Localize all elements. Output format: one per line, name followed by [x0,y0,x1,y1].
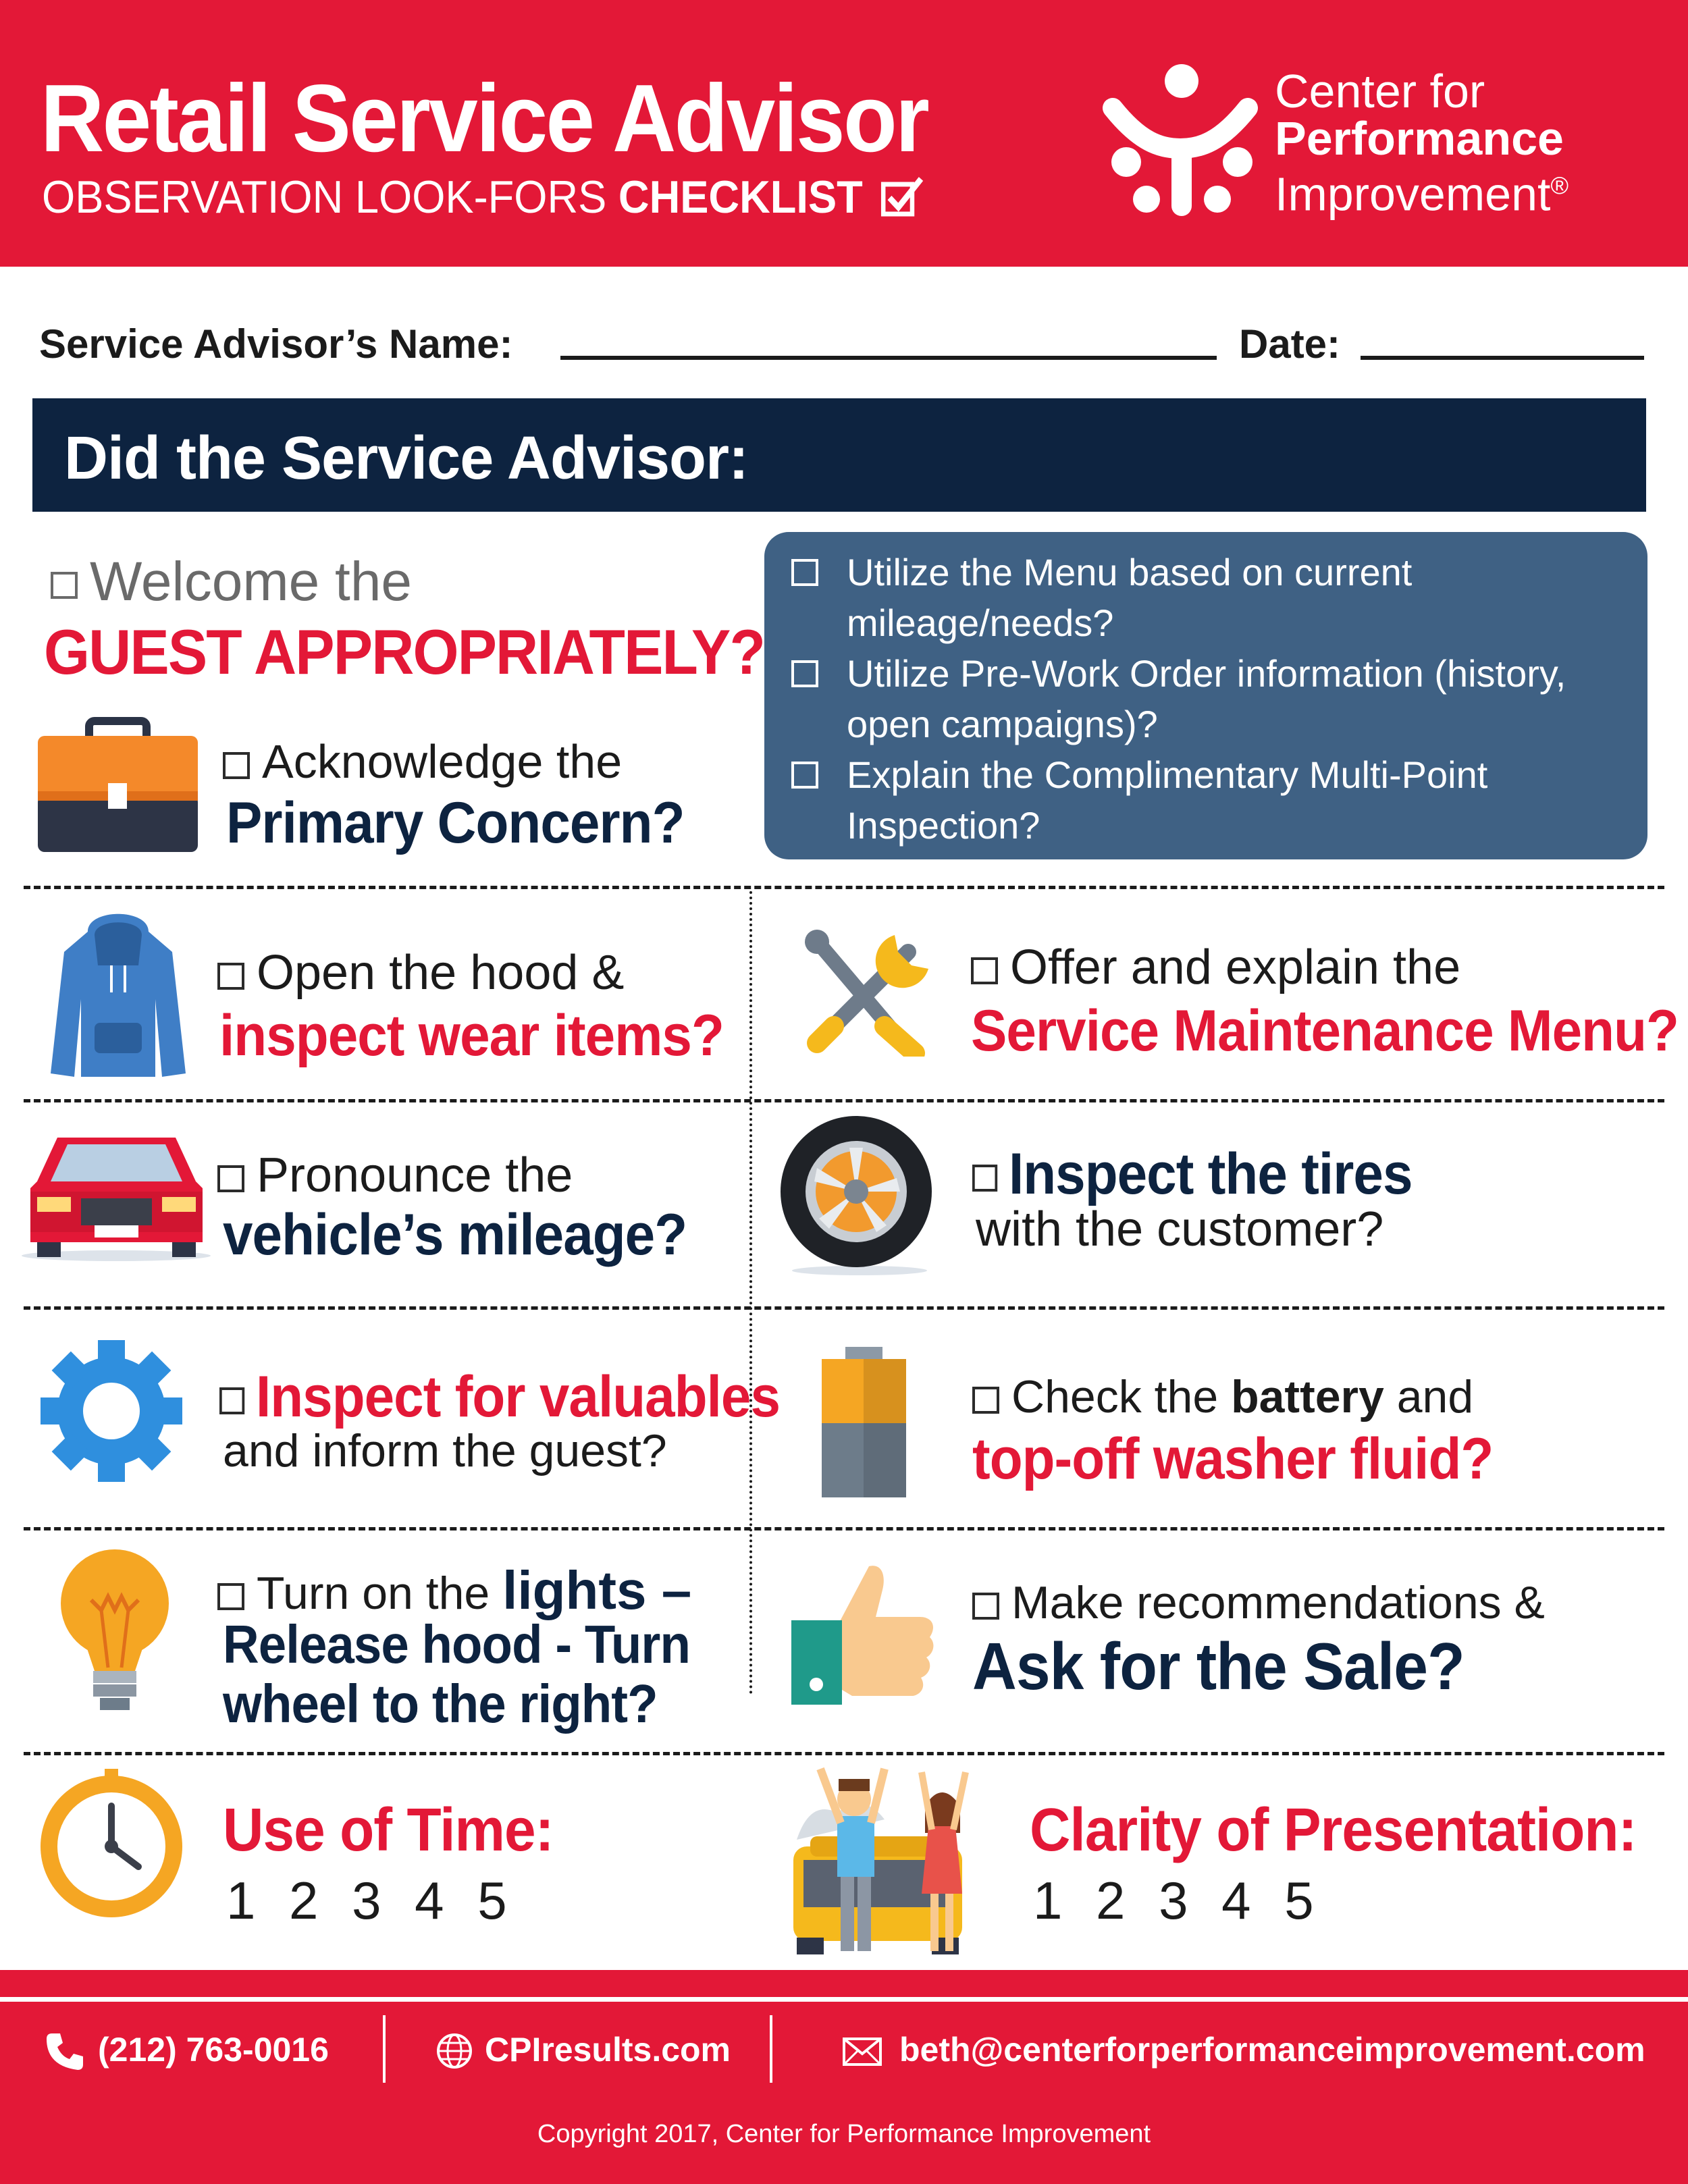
phone-icon [44,2031,86,2073]
sale-line2: Ask for the Sale? [972,1629,1465,1703]
battery-line1c: and [1383,1371,1474,1422]
thumbs-up-icon [791,1560,937,1708]
battery-line1a: Check the [1011,1371,1232,1422]
battery-icon [818,1347,913,1499]
hoodie-icon [47,905,189,1080]
footer [0,2002,1688,2184]
phone-link[interactable]: (212) 763-0016 [98,2031,329,2069]
tires-line1: Inspect the tires [1008,1142,1413,1206]
name-field[interactable] [560,356,1217,360]
clarity-rating-scale[interactable]: 1 2 3 4 5 [1033,1871,1323,1930]
hood-item [217,945,624,1001]
divider [24,886,1664,889]
lights-item [217,1560,691,1622]
valuables-item [219,1364,780,1431]
page-subtitle [42,171,925,223]
menu-item [971,940,1460,995]
blue-box-item-prework [791,648,1629,749]
valuables-line1: Inspect for valuables [255,1364,781,1429]
registered-mark: ® [1550,171,1569,199]
mileage-checkbox[interactable] [217,1165,244,1192]
blue-box-checkbox[interactable] [791,660,818,687]
acknowledge-line2: Primary Concern? [226,791,685,855]
blue-box-text: Utilize Pre-Work Order information (history, open campaigns)? [847,652,1566,745]
menu-checklist-box [764,532,1647,859]
lightbulb-icon [54,1546,176,1715]
tires-checkbox[interactable] [972,1165,997,1192]
briefcase-icon [35,716,201,854]
valuables-checkbox[interactable] [219,1387,244,1414]
menu-checkbox[interactable] [971,957,998,984]
logo-icon [1099,61,1261,216]
welcome-line1: Welcome the [90,551,413,612]
valuables-line2: and inform the guest? [223,1425,667,1476]
column-divider [749,891,752,1695]
hood-line1: Open the hood & [257,946,625,1000]
menu-line2: Service Maintenance Menu? [971,998,1679,1063]
website-link[interactable]: CPIresults.com [485,2031,731,2069]
blue-box-item-menu [791,547,1629,648]
blue-box-checkbox[interactable] [791,762,818,789]
globe-icon [436,2032,473,2070]
hood-line2: inspect wear items? [219,1003,724,1068]
lights-checkbox[interactable] [217,1583,244,1610]
acknowledge-checkbox[interactable] [223,752,250,779]
time-rating-scale[interactable]: 1 2 3 4 5 [226,1871,517,1930]
tires-line2: with the customer? [976,1202,1384,1256]
mileage-line1: Pronounce the [257,1148,573,1202]
clock-icon [37,1769,186,1921]
brand-line2: Performance [1275,112,1564,165]
hood-checkbox[interactable] [217,963,244,990]
date-field[interactable] [1361,356,1644,360]
subtitle-prefix: OBSERVATION LOOK-FORS [42,171,618,223]
acknowledge-item [223,735,622,789]
divider [24,1306,1664,1310]
car-icon [20,1124,213,1262]
tools-icon [793,925,935,1057]
battery-line1b: battery [1231,1371,1384,1422]
lights-line1b: lights – [502,1560,692,1620]
lights-line1a: Turn on the [257,1568,503,1619]
divider [24,1752,1664,1755]
envelope-icon [843,2037,882,2066]
people-car-icon [783,1759,999,1961]
sale-checkbox[interactable] [972,1593,999,1620]
question-heading: Did the Service Advisor: [64,425,748,492]
clarity-rating-label: Clarity of Presentation: [1030,1796,1637,1864]
mileage-item [217,1148,573,1203]
mileage-line2: vehicle’s mileage? [223,1202,687,1267]
footer-separator [770,2015,772,2083]
footer-separator [383,2015,386,2083]
brand-line1: Center for [1275,65,1485,117]
copyright: Copyright 2017, Center for Performance Improvement [537,2120,1151,2148]
page-title: Retail Service Advisor [41,65,928,172]
divider [24,1527,1664,1530]
subtitle-bold: CHECKLIST [618,171,863,223]
welcome-item [51,550,412,614]
sale-line1: Make recommendations & [1011,1577,1545,1628]
footer-stripe [0,1997,1688,2002]
battery-item [972,1370,1473,1423]
time-rating-label: Use of Time: [223,1796,554,1864]
tire-icon [775,1114,937,1276]
divider [24,1099,1664,1102]
name-label: Service Advisor’s Name: [39,321,513,367]
brand-name [1275,65,1569,221]
tires-item [972,1141,1412,1208]
sale-item [972,1576,1545,1629]
menu-line1: Offer and explain the [1010,940,1461,994]
check-icon [881,175,925,217]
battery-checkbox[interactable] [972,1387,999,1414]
brand-line3: Improvement [1275,167,1551,221]
blue-box-item-inspection [791,749,1629,851]
lights-line2: Release hood - Turn [223,1614,690,1674]
email-link[interactable]: beth@centerforperformanceimprovement.com [899,2031,1645,2069]
acknowledge-line1: Acknowledge the [262,735,623,788]
blue-box-text: Explain the Complimentary Multi-Point Inspection? [847,753,1488,847]
blue-box-checkbox[interactable] [791,559,818,586]
date-label: Date: [1239,321,1341,367]
welcome-checkbox[interactable] [51,572,78,599]
battery-line2: top-off washer fluid? [972,1427,1494,1491]
footer-top-band [0,1970,1688,1997]
gear-icon [37,1337,186,1485]
blue-box-text: Utilize the Menu based on current mileage/needs? [847,551,1413,644]
lights-line3: wheel to the right? [223,1674,658,1734]
welcome-line2: GUEST APPROPRIATELY? [44,616,765,687]
